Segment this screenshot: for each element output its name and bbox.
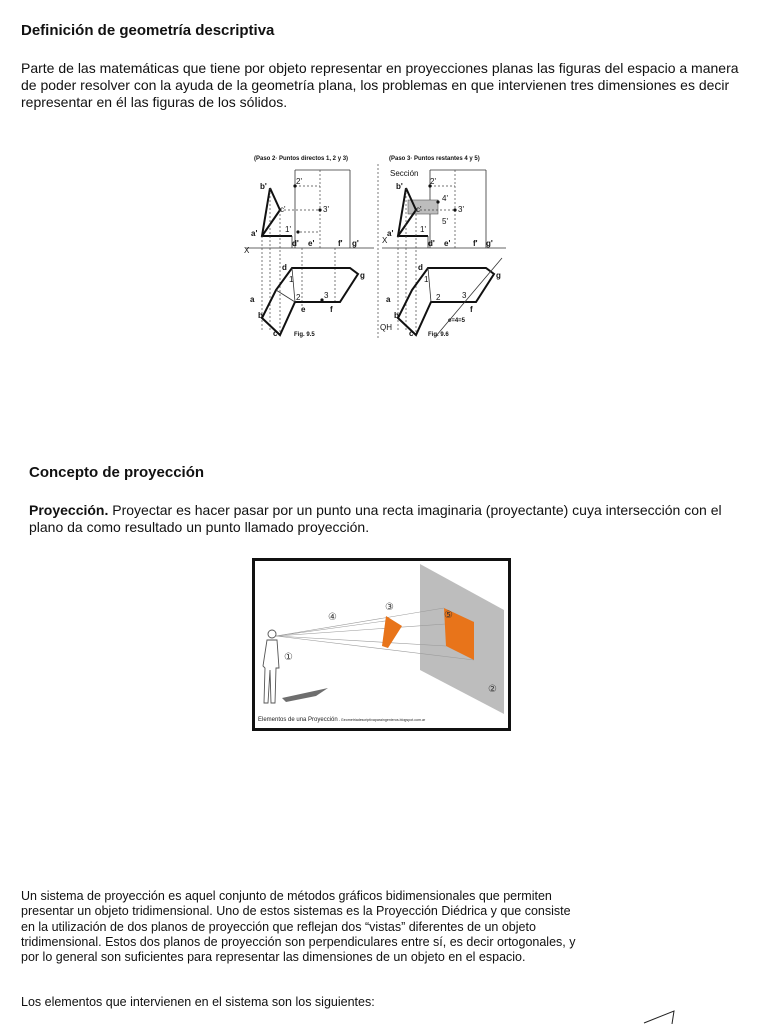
figure-caption: Elementos de una Proyección - Geometriadescriptivaparaingenieros.blogspot.com.ar (258, 717, 426, 723)
svg-text:d: d (418, 263, 423, 272)
svg-text:c': c' (416, 205, 422, 214)
svg-text:d': d' (292, 239, 299, 248)
marker-5: ⑤ (444, 610, 453, 621)
projection-elements-figure (252, 558, 511, 731)
svg-text:1': 1' (420, 225, 426, 234)
svg-text:2': 2' (430, 177, 436, 186)
marker-1: ① (284, 652, 293, 663)
svg-text:3': 3' (323, 205, 329, 214)
svg-text:1: 1 (424, 275, 429, 284)
svg-text:a: a (386, 295, 391, 304)
svg-text:b': b' (260, 182, 267, 191)
fig-9-5 (244, 170, 374, 338)
svg-text:5': 5' (442, 217, 448, 226)
svg-text:g': g' (486, 239, 493, 248)
svg-text:f: f (470, 305, 473, 314)
section-title-definicion: Definición de geometría descriptiva (21, 22, 275, 39)
svg-text:e': e' (444, 239, 451, 248)
svg-text:g: g (496, 271, 501, 280)
x-label-right: X (382, 236, 388, 245)
svg-text:2: 2 (436, 293, 441, 302)
definition-paragraph: Parte de las matemáticas que tiene por objeto representar en proyecciones planas las figuras del espacio a manera de poder resolver con la ayuda de la geometría plana, los problemas en que intervienen tres dimensiones es decir representar en él las figuras de los sólidos. (21, 60, 739, 110)
figure-right-caption: (Paso 3· Puntos restantes 4 y 5) (389, 156, 480, 162)
partial-figure-edge (640, 1008, 680, 1024)
svg-text:f': f' (338, 239, 343, 248)
svg-text:3': 3' (458, 205, 464, 214)
projection-term: Proyección. (29, 502, 109, 518)
svg-text:3: 3 (462, 291, 467, 300)
plan-view-right (398, 268, 494, 335)
figure-left-caption: (Paso 2· Puntos directos 1, 2 y 3) (254, 156, 349, 162)
e-4-5-label: e=4=5 (448, 318, 466, 324)
svg-text:2': 2' (296, 177, 302, 186)
plan-view-left (262, 268, 358, 335)
marker-4: ④ (328, 612, 337, 623)
projection-definition: Proyectar es hacer pasar por un punto una recta imaginaria (proyectante) cuya intersección con el plano da como resultado un punto llamado proyección. (29, 502, 722, 535)
svg-text:g: g (360, 271, 365, 280)
svg-text:1': 1' (285, 225, 291, 234)
qh-label: QH (380, 323, 392, 332)
svg-text:a': a' (251, 229, 258, 238)
svg-text:c: c (409, 329, 414, 338)
fig-9-5-label: Fig. 9.5 (294, 332, 315, 338)
marker-2: ② (488, 684, 497, 695)
svg-text:d: d (282, 263, 287, 272)
svg-text:e: e (301, 305, 306, 314)
seccion-label: Sección (390, 169, 419, 178)
svg-text:e': e' (308, 239, 315, 248)
svg-text:a: a (250, 295, 255, 304)
svg-text:a': a' (387, 229, 394, 238)
svg-text:1: 1 (289, 275, 294, 284)
fig-9-6-label: Fig. 9.6 (428, 332, 449, 338)
svg-text:3: 3 (324, 291, 329, 300)
fig-9-6 (380, 169, 506, 338)
section-title-proyeccion: Concepto de proyección (29, 464, 205, 481)
projection-paragraph (29, 502, 741, 536)
svg-text:d': d' (428, 239, 435, 248)
svg-text:f': f' (473, 239, 478, 248)
svg-text:b: b (394, 311, 399, 320)
x-label-left: X (244, 246, 250, 255)
projection-system-paragraph: Un sistema de proyección es aquel conjunto de métodos gráficos bidimensionales que permiten presentar un objeto tridimensional. Uno de estos sistemas es la Proyección Diédrica y que consiste en la utilización de dos planos de proyección que reflejan dos “vistas” diferentes de un objeto tridimensional. Estos dos planos de proyección son perpendiculares entre sí, es decir ortogonales, y por lo general son suficientes para representar las dimensiones de un objeto en el espacio. (21, 889, 576, 965)
svg-text:f: f (330, 305, 333, 314)
svg-text:g': g' (352, 239, 359, 248)
svg-text:c': c' (280, 205, 286, 214)
descriptive-geometry-figure (240, 150, 510, 342)
svg-text:4': 4' (442, 194, 448, 203)
elements-intro: Los elementos que intervienen en el sistema son los siguientes: (21, 995, 375, 1009)
svg-text:c: c (273, 329, 278, 338)
svg-text:2: 2 (296, 293, 301, 302)
marker-3: ③ (385, 602, 394, 613)
svg-text:b': b' (396, 182, 403, 191)
svg-text:b: b (258, 311, 263, 320)
